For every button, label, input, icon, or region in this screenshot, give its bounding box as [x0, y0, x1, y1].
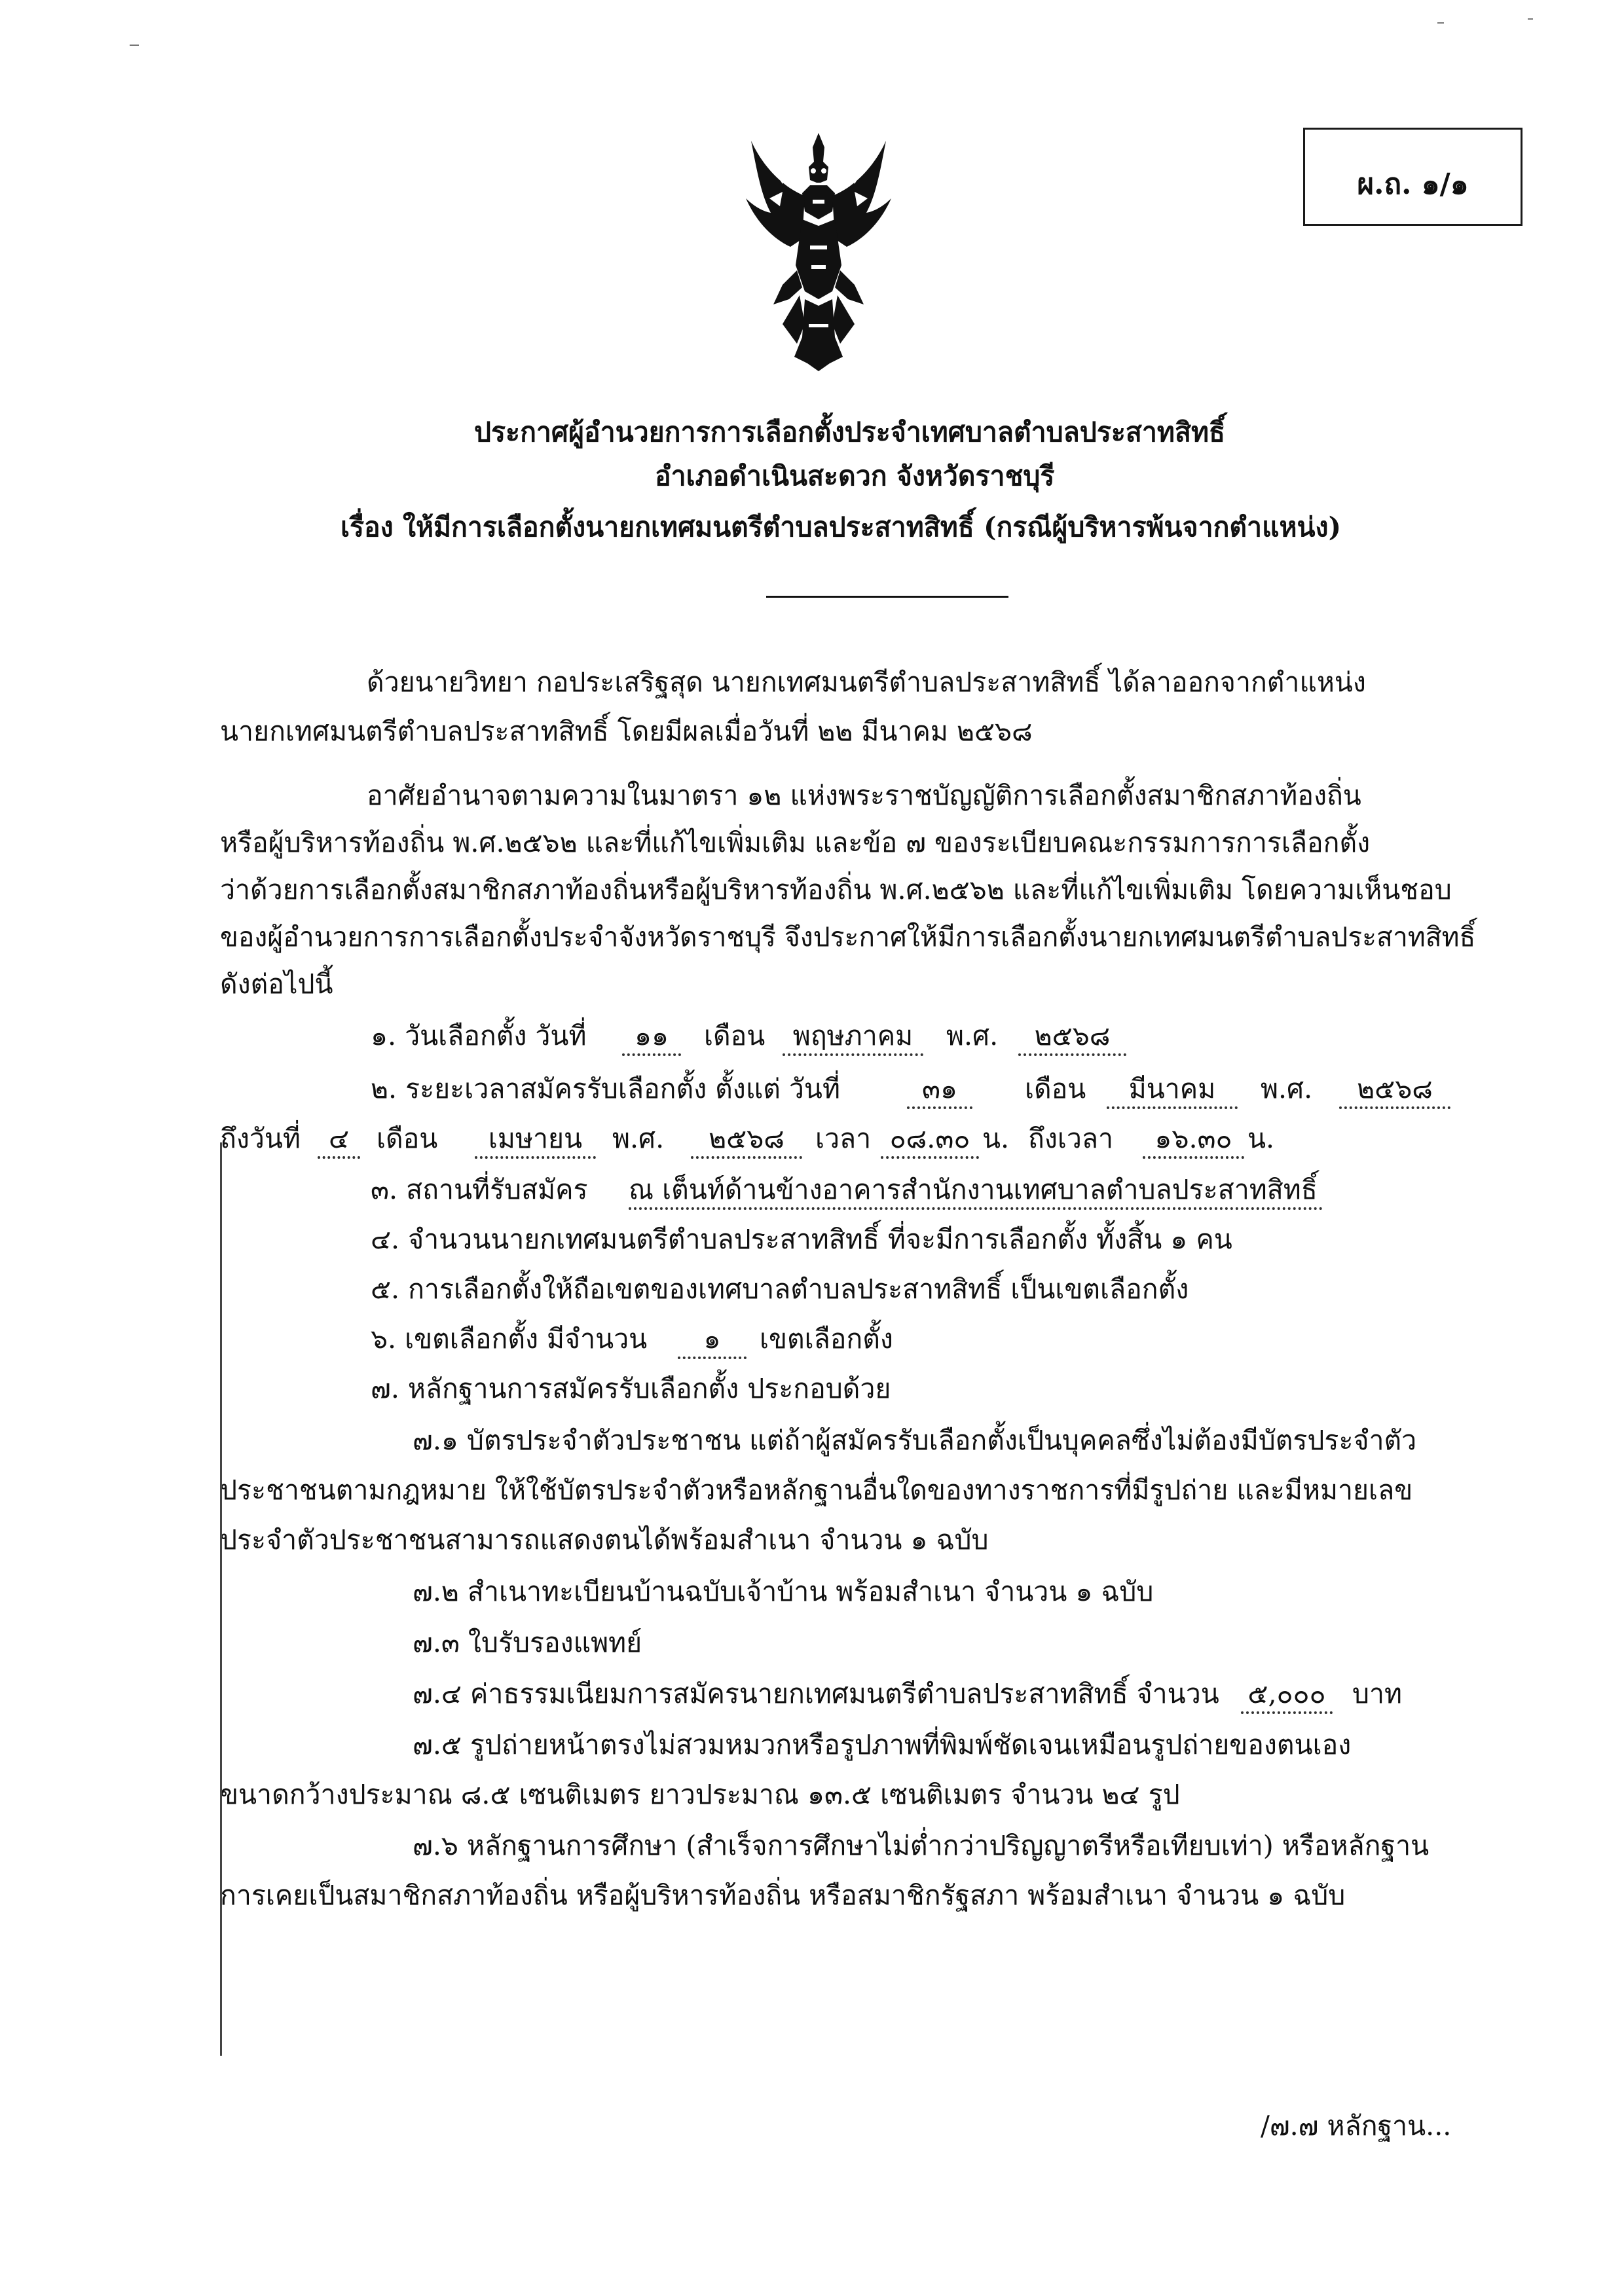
- item-4: ๔. จำนวนนายกเทศมนตรีตำบลประสาทสิทธิ์ ที่จะมีการเลือกตั้ง ทั้งสิ้น ๑ คน: [371, 1224, 1232, 1255]
- item-6-suffix: เขตเลือกตั้ง: [760, 1323, 893, 1355]
- margin-line: [220, 1142, 222, 2056]
- paragraph-2-line-1: อาศัยอำนาจตามความในมาตรา ๑๒ แห่งพระราชบัญญัติการเลือกตั้งสมาชิกสภาท้องถิ่น: [367, 780, 1361, 811]
- item-2-year-label: พ.ศ.: [1261, 1073, 1313, 1104]
- form-code: ผ.ถ. ๑/๑: [1357, 168, 1469, 201]
- item-7-6-line-1: ๗.๖ หลักฐานการศึกษา (สำเร็จการศึกษาไม่ต่ำกว่าปริญญาตรีหรือเทียบเท่า) หรือหลักฐาน: [413, 1830, 1430, 1861]
- paragraph-2-line-5: ดังต่อไปนี้: [220, 968, 333, 1000]
- item-2-month-label: เดือน: [1025, 1073, 1086, 1104]
- item-1-month-field: พฤษภาคม: [783, 1018, 923, 1056]
- item-7-1-line-3: ประจำตัวประชาชนสามารถแสดงตนได้พร้อมสำเนา จำนวน ๑ ฉบับ: [220, 1524, 989, 1556]
- item-7-1-line-1: ๗.๑ บัตรประจำตัวประชาชน แต่ถ้าผู้สมัครรับเลือกตั้งเป็นบุคคลซึ่งไม่ต้องมีบัตรประจำตัว: [413, 1425, 1417, 1456]
- continuation-note: /๗.๗ หลักฐาน...: [1261, 2110, 1452, 2141]
- item-5: ๕. การเลือกตั้งให้ถือเขตของเทศบาลตำบลประสาทสิทธิ์ เป็นเขตเลือกตั้ง: [371, 1273, 1189, 1305]
- paragraph-2-line-4: ของผู้อำนวยการการเลือกตั้งประจำจังหวัดราชบุรี จึงประกาศให้มีการเลือกตั้งนายกเทศมนตรีตำบลประสาทสิทธิ์: [220, 921, 1476, 953]
- item-2-from-month-field: มีนาคม: [1107, 1071, 1238, 1109]
- item-7-1-line-2: ประชาชนตามกฎหมาย ให้ใช้บัตรประจำตัวหรือหลักฐานอื่นใดของทางราชการที่มีรูปถ่าย และมีหมายเลข: [220, 1474, 1413, 1506]
- item-1-year-label: พ.ศ.: [946, 1020, 999, 1051]
- item-1-day-field: ๑๑: [622, 1018, 681, 1056]
- scan-speck: [130, 45, 139, 46]
- item-1-prefix: ๑. วันเลือกตั้ง วันที่: [371, 1020, 587, 1051]
- item-3-place-field: ณ เต็นท์ด้านข้างอาคารสำนักงานเทศบาลตำบลประสาทสิทธิ์: [629, 1172, 1323, 1210]
- item-6-prefix: ๖. เขตเลือกตั้ง มีจำนวน: [371, 1323, 648, 1355]
- item-7-3: ๗.๓ ใบรับรองแพทย์: [413, 1627, 642, 1658]
- title-divider: [766, 596, 1008, 598]
- item-7-4-suffix: บาท: [1352, 1678, 1403, 1709]
- item-2-from-year-field: ๒๕๖๘: [1339, 1071, 1450, 1109]
- item-1-month-label: เดือน: [704, 1020, 766, 1051]
- form-code-box: [1303, 128, 1522, 226]
- item-2-to-day-field: ๔: [318, 1121, 360, 1159]
- item-2-time-to-field: ๑๖.๓๐: [1143, 1121, 1244, 1159]
- scan-speck: [1437, 22, 1444, 24]
- item-2-time-label: เวลา: [815, 1123, 872, 1154]
- item-7: ๗. หลักฐานการสมัครรับเลือกตั้ง ประกอบด้วย: [371, 1373, 891, 1404]
- scan-speck: [1528, 18, 1533, 20]
- title-line-2: อำเภอดำเนินสะดวก จังหวัดราชบุรี: [655, 460, 1055, 492]
- paragraph-1-line-2: นายกเทศมนตรีตำบลประสาทสิทธิ์ โดยมีผลเมื่อวันที่ ๒๒ มีนาคม ๒๕๖๘: [220, 716, 1033, 747]
- item-2-from-day-field: ๓๑: [907, 1071, 972, 1109]
- paragraph-2-line-2: หรือผู้บริหารท้องถิ่น พ.ศ.๒๕๖๒ และที่แก้ไขเพิ่มเติม และข้อ ๗ ของระเบียบคณะกรรมการการเลือกตั้ง: [220, 827, 1371, 858]
- item-7-5-line-1: ๗.๕ รูปถ่ายหน้าตรงไม่สวมหมวกหรือรูปภาพที่พิมพ์ชัดเจนเหมือนรูปถ่ายของตนเอง: [413, 1729, 1352, 1760]
- item-2-time-from-field: ๐๘.๓๐: [881, 1121, 979, 1159]
- item-7-5-line-2: ขนาดกว้างประมาณ ๘.๕ เซนติเมตร ยาวประมาณ ๑๓.๕ เซนติเมตร จำนวน ๒๔ รูป: [220, 1779, 1180, 1810]
- item-2-to-year-label: พ.ศ.: [612, 1123, 665, 1154]
- item-1-year-field: ๒๕๖๘: [1018, 1018, 1126, 1056]
- item-2-time-unit: น.: [982, 1123, 1010, 1154]
- item-2-to-month-label: เดือน: [377, 1123, 438, 1154]
- item-7-4-amount-field: ๕,๐๐๐: [1241, 1676, 1333, 1714]
- item-7-6-line-2: การเคยเป็นสมาชิกสภาท้องถิ่น หรือผู้บริหารท้องถิ่น หรือสมาชิกรัฐสภา พร้อมสำเนา จำนวน ๑ ฉบับ: [220, 1880, 1346, 1911]
- item-2-to-month-field: เมษายน: [475, 1121, 596, 1159]
- title-line-1: ประกาศผู้อำนวยการการเลือกตั้งประจำเทศบาลตำบลประสาทสิทธิ์: [474, 416, 1226, 448]
- item-3-prefix: ๓. สถานที่รับสมัคร: [371, 1174, 588, 1205]
- item-2-to-label: ถึงวันที่: [220, 1123, 301, 1154]
- item-2-until-label: ถึงเวลา: [1028, 1123, 1114, 1154]
- garuda-emblem-icon: [737, 128, 900, 380]
- item-2-to-year-field: ๒๕๖๘: [691, 1121, 802, 1159]
- item-2-prefix: ๒. ระยะเวลาสมัครรับเลือกตั้ง ตั้งแต่ วันที่: [371, 1073, 840, 1104]
- item-7-4-prefix: ๗.๔ ค่าธรรมเนียมการสมัครนายกเทศมนตรีตำบลประสาทสิทธิ์ จำนวน: [413, 1678, 1219, 1709]
- item-6-count-field: ๑: [678, 1321, 747, 1359]
- paragraph-2-line-3: ว่าด้วยการเลือกตั้งสมาชิกสภาท้องถิ่นหรือผู้บริหารท้องถิ่น พ.ศ.๒๕๖๒ และที่แก้ไขเพิ่มเติม โดยความเห็นชอบ: [220, 874, 1452, 905]
- subject-line: เรื่อง ให้มีการเลือกตั้งนายกเทศมนตรีตำบลประสาทสิทธิ์ (กรณีผู้บริหารพ้นจากตำแหน่ง): [341, 511, 1341, 543]
- item-7-2: ๗.๒ สำเนาทะเบียนบ้านฉบับเจ้าบ้าน พร้อมสำเนา จำนวน ๑ ฉบับ: [413, 1576, 1154, 1607]
- paragraph-1-line-1: ด้วยนายวิทยา กอประเสริฐสุด นายกเทศมนตรีตำบลประสาทสิทธิ์ ได้ลาออกจากตำแหน่ง: [367, 666, 1366, 698]
- item-2-time-unit-end: น.: [1247, 1123, 1275, 1154]
